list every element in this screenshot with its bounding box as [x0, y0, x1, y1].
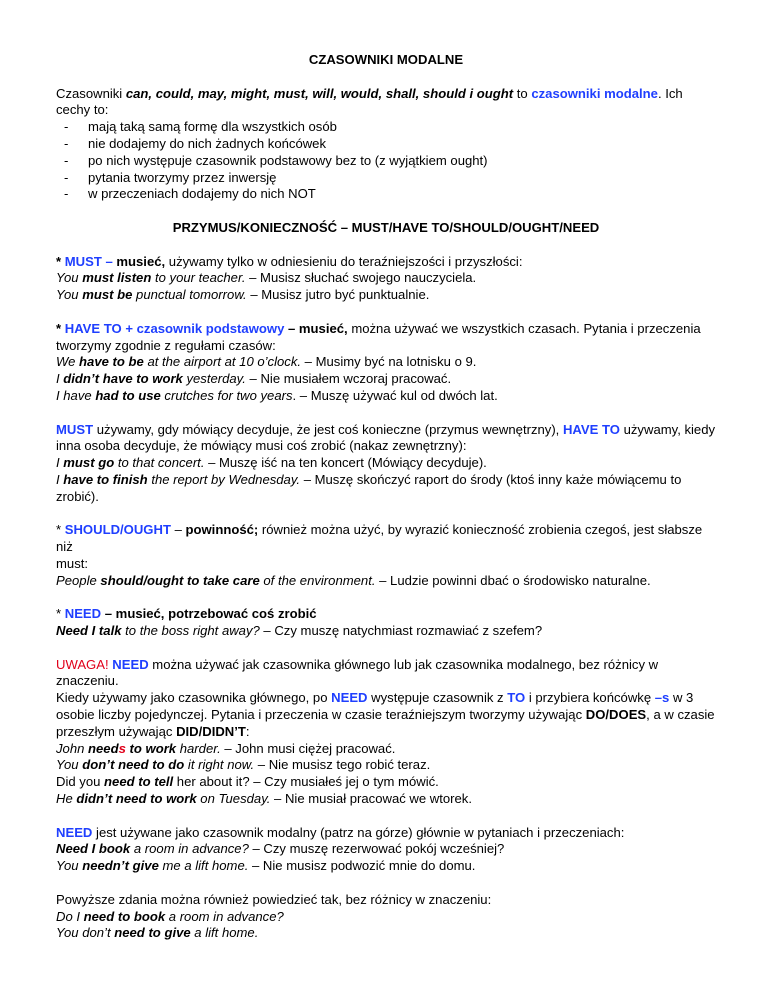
- example-part: We: [56, 354, 80, 370]
- intro-text: . Ich cechy to:: [56, 85, 683, 118]
- suffix-s: s: [118, 740, 126, 756]
- definition-text: również można użyć, by wyrazić konieczność zrobienia czegoś, jest słabsze niż: [56, 522, 703, 555]
- example-part: of the environment.: [259, 572, 376, 588]
- keyword-need: NEED: [64, 606, 102, 622]
- example-key: didn’t need to work: [76, 791, 197, 807]
- example-part: You don’t: [56, 925, 115, 941]
- example-part: on Tuesday.: [196, 791, 271, 807]
- example-part: You: [56, 757, 83, 773]
- example-part: her about it?: [173, 774, 250, 790]
- example-sentence: [56, 455, 716, 472]
- meaning: – musieć, potrzebować coś zrobić: [101, 606, 317, 622]
- translation: – Musimy być na lotnisku o 9.: [301, 354, 477, 370]
- bullet-star: *: [56, 606, 65, 622]
- example-key: needn’t give: [82, 858, 159, 874]
- example-sentence: [56, 623, 716, 640]
- example-part: He: [56, 791, 77, 807]
- example-part: You: [56, 287, 83, 303]
- document-title: CZASOWNIKI MODALNE: [308, 52, 464, 67]
- modal-term: czasowniki modalne: [531, 85, 658, 101]
- example-part: Do I: [56, 908, 84, 924]
- example-key: have to finish: [63, 471, 148, 487]
- warning-text: przeszłym używając: [56, 723, 177, 739]
- intro-paragraph: [56, 86, 716, 120]
- example-part: a room in advance?: [130, 841, 249, 857]
- example-sentence: [56, 925, 716, 942]
- document-page: [56, 52, 716, 942]
- example-sentence: [56, 909, 716, 926]
- warning-text: w 3: [669, 690, 694, 706]
- warning-text: :: [245, 723, 250, 739]
- example-key: must listen: [82, 270, 152, 286]
- keyword-need: NEED: [56, 824, 93, 840]
- must-definition: [56, 254, 716, 271]
- translation: – Czy muszę rezerwować pokój wcześniej?: [248, 841, 505, 857]
- alternative-intro: Powyższe zdania można również powiedzieć tak, bez różnicy w znaczeniu:: [56, 891, 492, 907]
- example-part: crutches for two years: [160, 387, 293, 403]
- warning-text: osobie liczby pojedynczej. Pytania i przeczenia w czasie teraźniejszym tworzymy używając: [56, 707, 586, 723]
- example-key: must be: [82, 287, 133, 303]
- example-part: I: [56, 371, 64, 387]
- keyword-should: SHOULD/OUGHT: [64, 522, 171, 538]
- contrast-text: inna osoba decyduje, że mówiący musi coś zrobić (nakaz zewnętrzny):: [56, 438, 467, 454]
- example-part: to your teacher.: [151, 270, 246, 286]
- example-sentence: [56, 270, 716, 287]
- definition-text: używamy tylko w odniesieniu do teraźniejszości i przyszłości:: [165, 253, 523, 269]
- haveto-definition: [56, 321, 716, 338]
- list-item: - nie dodajemy do nich żadnych końcówek: [56, 136, 716, 153]
- translation: – Nie musisz podwozić mnie do domu.: [248, 858, 476, 874]
- definition-text: jest używane jako czasownik modalny (patrz na górze) głównie w pytaniach i przeczeniach:: [92, 824, 625, 840]
- translation: – Musisz jutro być punktualnie.: [246, 287, 430, 303]
- translation: – Nie musiałem wczoraj pracować.: [245, 371, 452, 387]
- warning-text-line: [56, 724, 716, 741]
- example-sentence: [56, 472, 716, 489]
- translation: – Czy musiałeś jej o tym mówić.: [249, 774, 439, 790]
- list-item: - mają taką samą formę dla wszystkich osób: [56, 119, 716, 136]
- list-item: - pytania tworzymy przez inwersję: [56, 170, 716, 187]
- example-key: need: [88, 740, 119, 756]
- example-key: Need I talk: [56, 623, 122, 639]
- bullet-star: *: [56, 522, 65, 538]
- bullet-star: *: [56, 320, 65, 336]
- example-key: to work: [125, 740, 177, 756]
- translation: – Czy muszę natychmiast rozmawiać z szefem?: [259, 623, 543, 639]
- example-part: I have: [56, 387, 96, 403]
- example-sentence: [56, 388, 716, 405]
- definition-text: must:: [56, 555, 89, 571]
- example-part: harder.: [176, 740, 221, 756]
- example-key: have to be: [79, 354, 144, 370]
- list-item: - po nich występuje czasownik podstawowy bez to (z wyjątkiem ought): [56, 153, 716, 170]
- keyword-did-didnt: DID/DIDN’T: [176, 723, 246, 739]
- example-sentence: [56, 573, 716, 590]
- warning-text-line: [56, 690, 716, 707]
- keyword-must: MUST: [56, 421, 94, 437]
- example-part: I: [56, 471, 64, 487]
- intro-text: Czasowniki: [56, 85, 126, 101]
- example-part: I: [56, 455, 64, 471]
- example-sentence: [56, 774, 716, 791]
- example-key: need to tell: [104, 774, 174, 790]
- translation: . – Muszę używać kul od dwóch lat.: [292, 387, 498, 403]
- translation: – Musisz słuchać swojego nauczyciela.: [245, 270, 477, 286]
- need-modal-paragraph: [56, 825, 716, 842]
- meaning: musieć,: [112, 253, 166, 269]
- translation: – Nie musisz tego robić teraz.: [254, 757, 431, 773]
- keyword-need: NEED: [112, 656, 149, 672]
- example-part: punctual tomorrow.: [132, 287, 247, 303]
- contrast-paragraph: [56, 422, 716, 439]
- example-part: a room in advance?: [165, 908, 284, 924]
- example-key: need to give: [114, 925, 191, 941]
- example-key: had to use: [95, 387, 161, 403]
- example-sentence: [56, 841, 716, 858]
- definition-text: –: [170, 522, 186, 538]
- example-key: didn’t have to work: [63, 371, 183, 387]
- should-definition: [56, 522, 716, 556]
- example-key: must go: [63, 455, 115, 471]
- section-heading: PRZYMUS/KONIECZNOŚĆ – MUST/HAVE TO/SHOULD/OUGHT/NEED: [172, 219, 600, 235]
- contrast-text: używamy, kiedy: [619, 421, 716, 437]
- keyword-do-does: DO/DOES: [585, 707, 647, 723]
- example-sentence: [56, 757, 716, 774]
- example-sentence: [56, 741, 716, 758]
- definition-text: można używać we wszystkich czasach. Pytania i przeczenia: [347, 320, 701, 336]
- need-definition: [56, 606, 716, 623]
- warning-paragraph: [56, 657, 716, 691]
- keyword-have-to: HAVE TO + czasownik podstawowy: [64, 320, 285, 336]
- example-key: need to book: [83, 908, 166, 924]
- meaning: – musieć,: [284, 320, 348, 336]
- list-item: - w przeczeniach dodajemy do nich NOT: [56, 186, 716, 203]
- warning-text: i przybiera końcówkę: [525, 690, 655, 706]
- example-sentence: [56, 791, 716, 808]
- example-part: People: [56, 572, 101, 588]
- example-part: John: [56, 740, 89, 756]
- example-part: me a lift home.: [158, 858, 249, 874]
- definition-text: tworzymy zgodnie z regułami czasów:: [56, 337, 276, 353]
- translation: – John musi ciężej pracować.: [220, 740, 396, 756]
- meaning: powinność;: [185, 522, 259, 538]
- warning-text: , a w czasie: [646, 707, 715, 723]
- example-part: it right now.: [184, 757, 255, 773]
- keyword-need: NEED: [331, 690, 368, 706]
- keyword-have-to: HAVE TO: [562, 421, 620, 437]
- translation: zrobić).: [56, 488, 99, 504]
- warning-text: Kiedy używamy jako czasownika głównego, po: [56, 690, 332, 706]
- features-list: [56, 119, 716, 203]
- suffix-s: –s: [654, 690, 670, 706]
- translation: – Muszę iść na ten koncert (Mówiący decyduje).: [204, 455, 487, 471]
- intro-text: to: [513, 85, 532, 101]
- warning-label: UWAGA!: [56, 656, 109, 672]
- example-sentence: [56, 287, 716, 304]
- example-key: should/ought to take care: [100, 572, 260, 588]
- example-part: the report by Wednesday.: [147, 471, 301, 487]
- warning-text: można używać jak czasownika głównego lub jak czasownika modalnego, bez różnicy w znaczeniu.: [56, 656, 659, 689]
- example-sentence: [56, 354, 716, 371]
- example-part: a lift home.: [190, 925, 259, 941]
- example-part: You: [56, 270, 83, 286]
- example-part: at the airport at 10 o’clock.: [143, 354, 302, 370]
- keyword-to: TO: [507, 690, 526, 706]
- keyword-must: MUST –: [64, 253, 113, 269]
- example-part: yesterday.: [182, 371, 246, 387]
- example-sentence: [56, 858, 716, 875]
- modal-verb-list: can, could, may, might, must, will, would, shall, should i ought: [125, 85, 514, 101]
- translation: – Ludzie powinni dbać o środowisko naturalne.: [375, 572, 651, 588]
- example-part: You: [56, 858, 83, 874]
- example-part: to the boss right away?: [121, 623, 260, 639]
- warning-text-line: [56, 707, 716, 724]
- translation: – Muszę skończyć raport do środy (ktoś inny każe mówiącemu to: [300, 471, 682, 487]
- example-key: Need I book: [56, 841, 131, 857]
- bullet-star: *: [56, 253, 65, 269]
- warning-text: występuje czasownik z: [367, 690, 508, 706]
- example-key: don’t need to do: [82, 757, 185, 773]
- translation: – Nie musiał pracować we wtorek.: [270, 791, 472, 807]
- example-part: Did you: [56, 774, 105, 790]
- contrast-text: używamy, gdy mówiący decyduje, że jest coś konieczne (przymus wewnętrzny),: [93, 421, 563, 437]
- example-part: to that concert.: [114, 455, 205, 471]
- example-sentence: [56, 371, 716, 388]
